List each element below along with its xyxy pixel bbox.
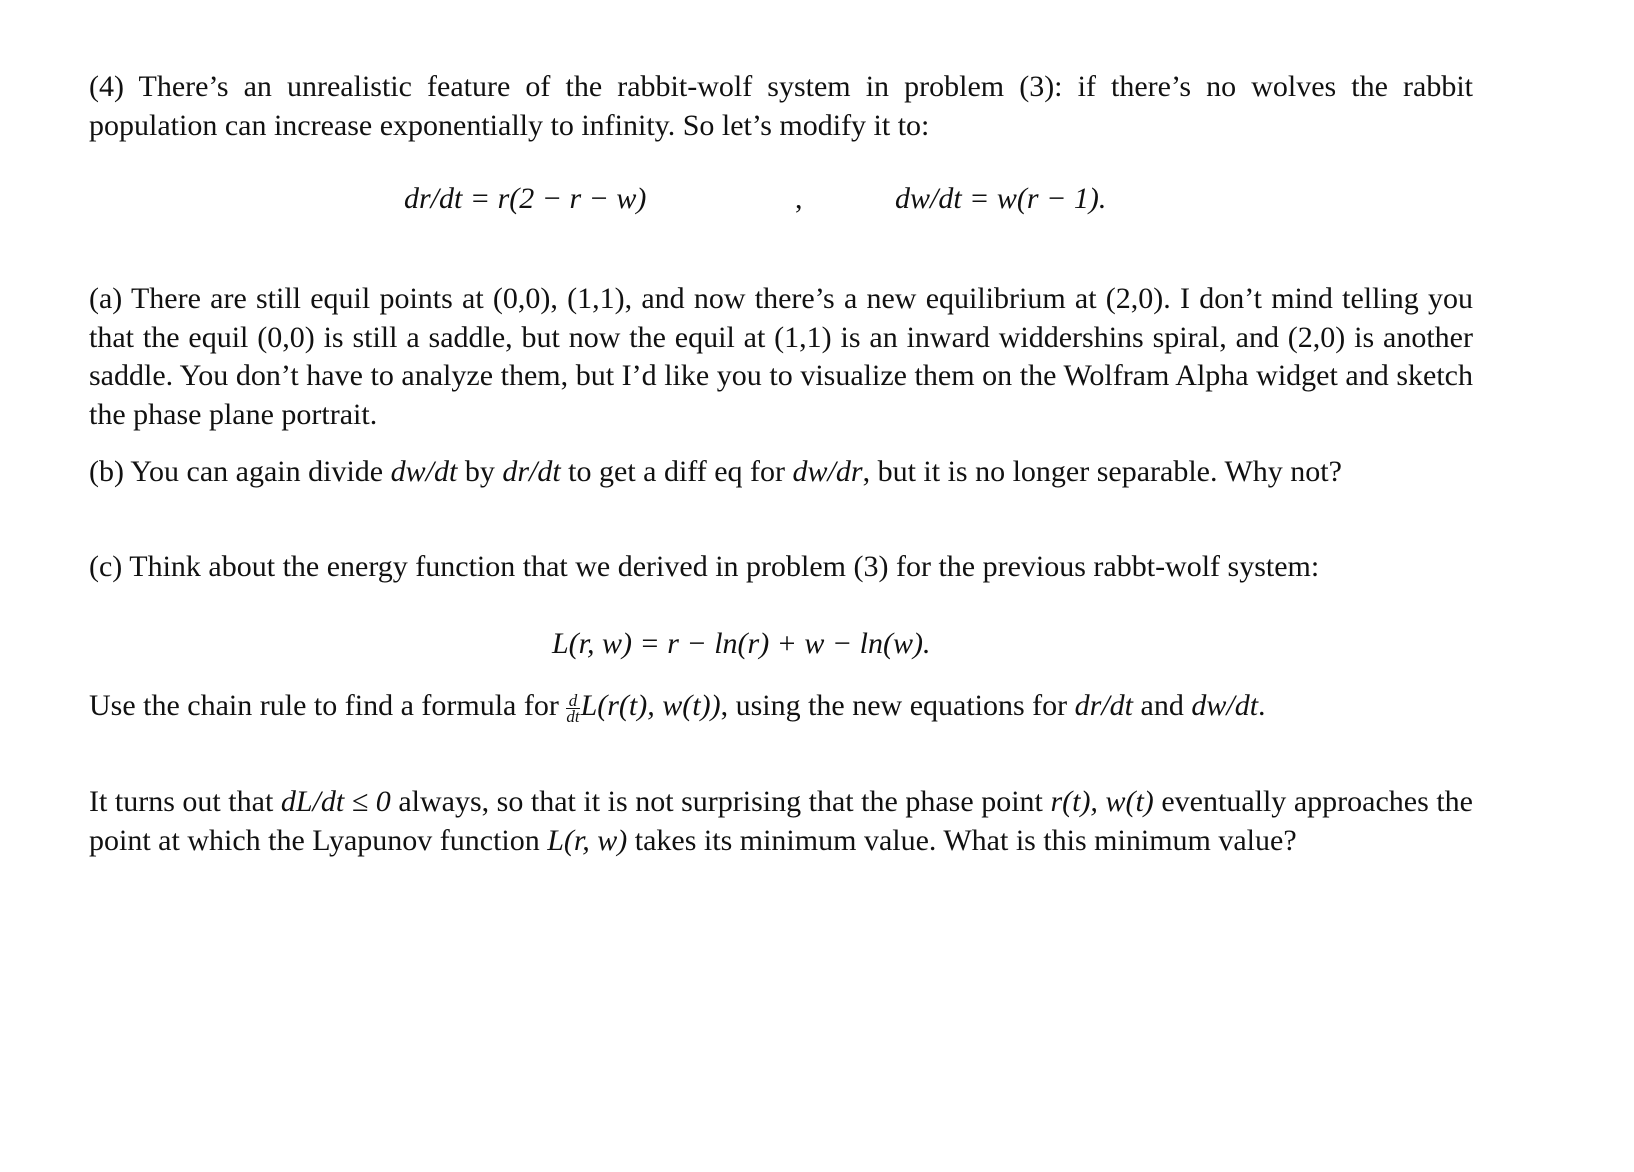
text: , but it is no longer separable. Why not? [862,455,1342,488]
part-b-paragraph [89,453,1473,492]
text: to get a diff eq for [560,455,793,488]
numerator: d [566,693,579,709]
denominator: dt [566,706,580,726]
math: dr/dt [1074,689,1134,722]
part-a-paragraph: (a) There are still equil points at (0,0), (1,1), and now there’s a new equilibrium at (2,0). I don’t mind telling you that the equil (0,0) is still a saddle, but now the equil at (1,1) is an inward widdershins spiral, and (2,0) is another saddle. You don’t have to analyze them, but I’d like you to visualize them on the Wolfram Alpha widget and sketch the phase plane portrait. [89,282,1473,431]
math: dr/dt [502,455,561,488]
equation-text: L(r, w) = r − ln(r) + w − ln(w). [552,627,931,660]
equation-text: dr/dt = r(2 − r − w) [404,182,647,215]
math: L(r, w) [547,823,628,857]
equation-dr-dt [404,182,646,216]
text: takes its minimum value. What is this minimum value? [627,823,1297,857]
text: It turns out that [89,785,281,818]
text: and [1133,689,1192,722]
part-c-paragraph: (c) Think about the energy function that we derived in problem (3) for the previous rabbt-wolf system: [89,550,1320,583]
text: (b) You can again divide [89,455,391,488]
text: by [457,455,503,488]
equation-dw-dt [895,182,1106,216]
derivative-fraction [566,690,580,726]
text: eventually approaches the point at which the Lyapunov function [89,785,1473,857]
text: , using the new equations for [720,689,1075,722]
math: dw/dr [792,455,863,488]
math: dL/dt ≤ 0 [280,785,391,818]
text: Use the chain rule to find a formula for [89,689,567,722]
equation-text: dw/dt = w(r − 1). [895,182,1107,215]
chain-rule-paragraph [89,687,1473,726]
intro-paragraph: (4) There’s an unrealistic feature of the rabbit-wolf system in problem (3): if there’s no wolves the rabbit population can increase exponentially to infinity. So let’s modify it to: [89,70,1473,142]
text: . [1258,689,1266,722]
math: dw/dt [390,455,458,488]
lyapunov-equation [552,627,931,661]
final-paragraph [89,783,1473,860]
math: L(r(t), w(t)) [580,689,721,722]
math: dw/dt [1191,689,1259,722]
text: always, so that it is not surprising that the phase point [390,785,1051,818]
math: r(t), w(t) [1050,785,1154,818]
equation-separator: , [795,182,803,215]
